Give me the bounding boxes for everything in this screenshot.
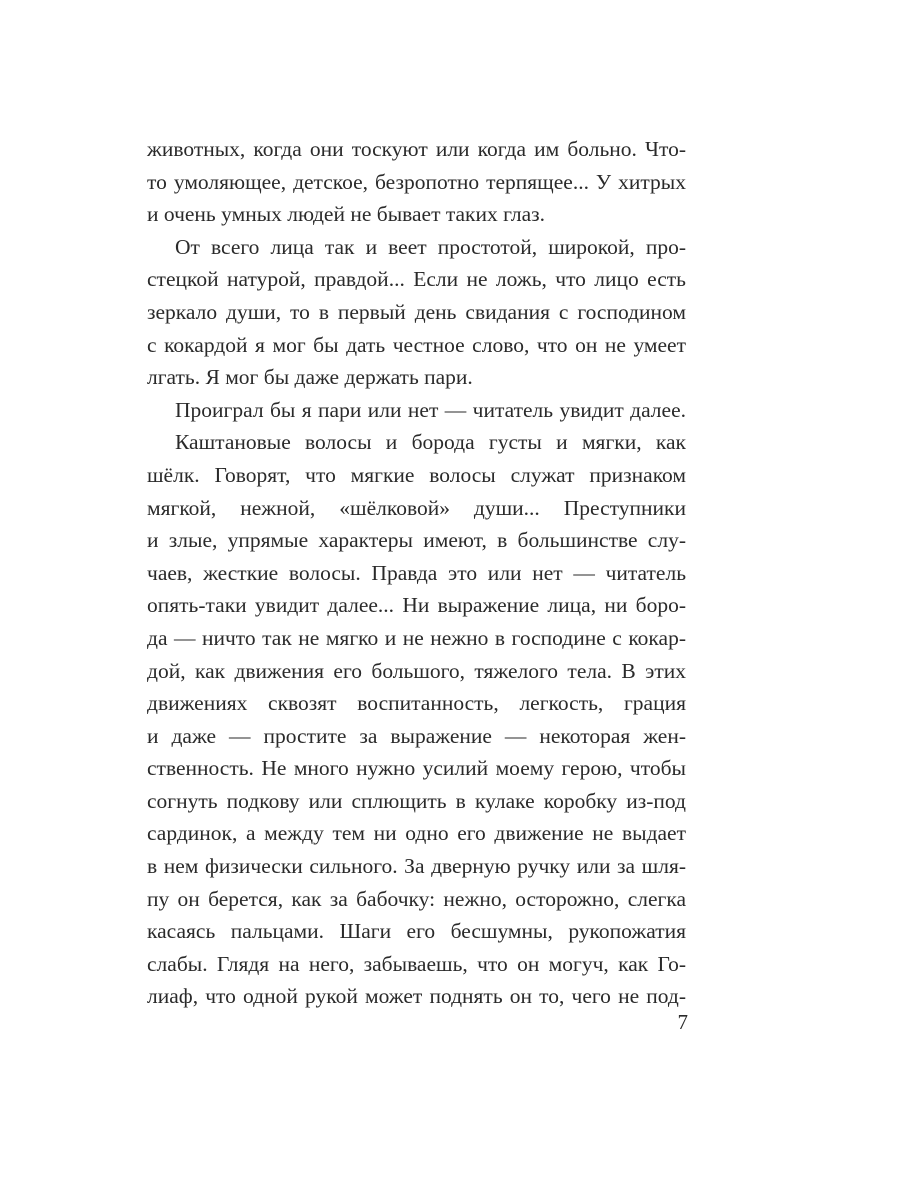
text-line: дой, как движения его большого, тяжелого тела. В этих [147,658,686,683]
text-line: касаясь пальцами. Шаги его бесшумны, рукопожатия [147,919,686,944]
text-line: От всего лица так и веет простотой, широкой, про- [175,234,686,259]
text-line: то умоляющее, детское, безропотно терпящее... У хитрых [147,169,686,194]
text-line: с кокардой я мог бы дать честное слово, что он не умеет [147,332,686,357]
text-line: шёлк. Говорят, что мягкие волосы служат признаком [147,462,686,487]
text-line: слабы. Глядя на него, забываешь, что он могуч, как Го- [147,951,686,976]
text-line: и очень умных людей не бывает таких глаз. [147,202,546,227]
text-line: стецкой натурой, правдой... Если не ложь, что лицо есть [147,267,686,292]
body-text [147,133,686,1013]
text-line: опять-таки увидит далее... Ни выражение лица, ни боро- [147,593,686,618]
text-line: мягкой, нежной, «шёлковой» души... Преступники [147,495,686,520]
text-line: зеркало души, то в первый день свидания с господином [147,299,686,324]
text-line: да — ничто так не мягко и не нежно в господине с кокар- [147,625,686,650]
text-line: в нем физически сильного. За дверную ручку или за шля- [147,854,686,879]
text-line: сардинок, а между тем ни одно его движение не выдает [147,821,686,846]
text-line: и даже — простите за выражение — некоторая жен- [147,723,686,748]
text-line: Каштановые волосы и борода густы и мягки, как [175,430,686,455]
text-line: чаев, жесткие волосы. Правда это или нет — читатель [147,560,686,585]
text-line: ственность. Не много нужно усилий моему герою, чтобы [147,756,686,781]
text-line: согнуть подкову или сплющить в кулаке коробку из-под [147,788,686,813]
text-line: Проиграл бы я пари или нет — читатель увидит далее. [175,397,686,422]
text-line: животных, когда они тоскуют или когда им больно. Что- [147,137,686,161]
text-line: пу он берется, как за бабочку: нежно, осторожно, слегка [147,886,686,911]
text-line: и злые, упрямые характеры имеют, в большинстве слу- [147,528,686,553]
text-line: движениях сквозят воспитанность, легкость, грация [147,691,686,716]
page-number: 7 [677,1010,688,1034]
text-line: лгать. Я мог бы даже держать пари. [147,365,473,390]
text-line: лиаф, что одной рукой может поднять он то, чего не под- [147,984,686,1009]
